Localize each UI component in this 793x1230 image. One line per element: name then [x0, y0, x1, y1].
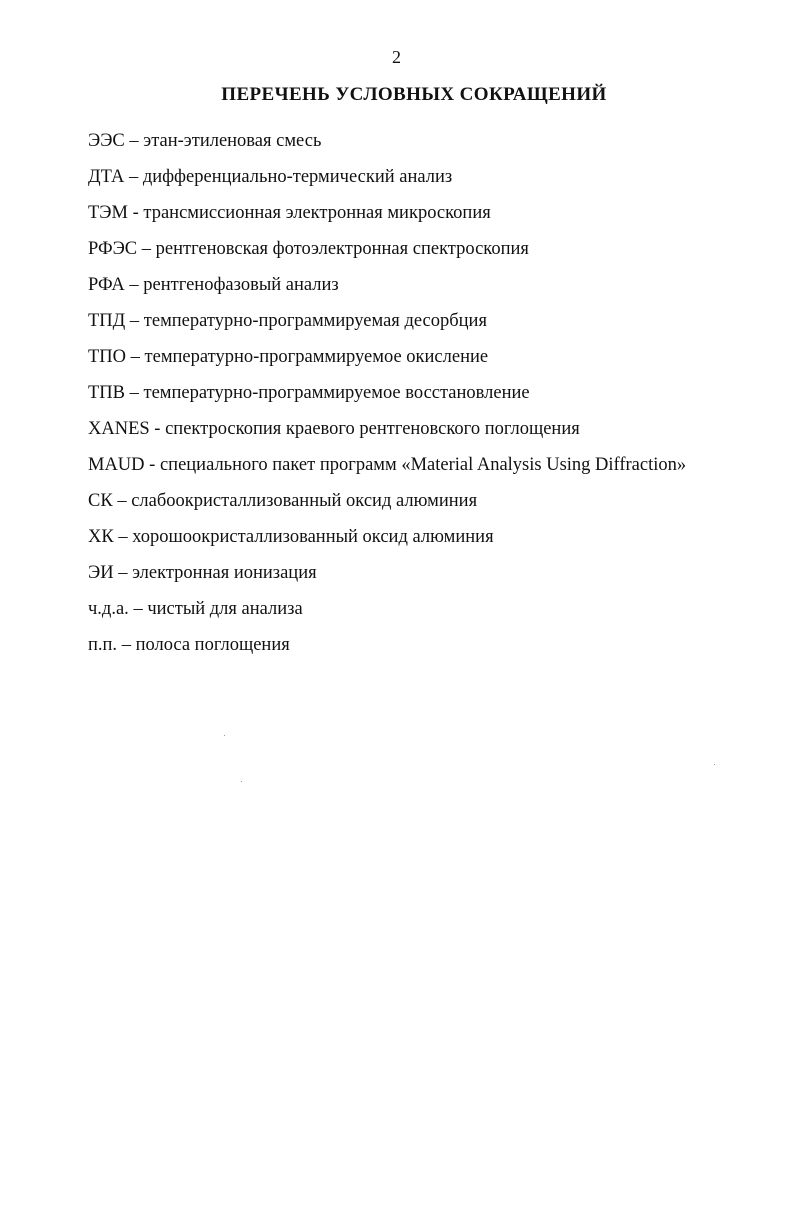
abbreviation-separator: – — [125, 311, 144, 331]
page-title: ПЕРЕЧЕНЬ УСЛОВНЫХ СОКРАЩЕНИЙ — [221, 84, 607, 105]
abbreviation-term: СК — [88, 491, 113, 511]
abbreviation-separator: – — [113, 563, 133, 583]
abbreviation-definition: чистый для анализа — [147, 599, 303, 619]
abbreviation-term: XANES — [88, 419, 150, 439]
list-item — [88, 237, 778, 273]
abbreviation-term: ч.д.а. — [88, 599, 129, 619]
scan-speck — [241, 781, 242, 782]
abbreviation-separator: – — [137, 239, 156, 259]
abbreviation-definition: этан-этиленовая смесь — [143, 131, 322, 151]
abbreviation-definition: дифференциально-термический анализ — [142, 167, 453, 187]
abbreviation-separator: – — [124, 131, 144, 151]
abbreviation-separator: - — [144, 455, 160, 475]
abbreviation-term: MAUD — [88, 455, 145, 475]
scan-speck — [224, 735, 225, 736]
abbreviation-definition: трансмиссионная электронная микроскопия — [143, 203, 491, 223]
abbreviation-separator: – — [113, 527, 133, 547]
abbreviation-definition: полоса поглощения — [135, 635, 290, 655]
abbreviation-term: ДТА — [88, 167, 125, 187]
abbreviation-separator: – — [124, 275, 144, 295]
abbreviation-separator: – — [126, 347, 145, 367]
list-item — [88, 129, 778, 165]
abbreviation-term: РФА — [88, 275, 125, 295]
list-item — [88, 381, 778, 417]
abbreviation-term: РФЭС — [88, 239, 138, 259]
list-item — [88, 525, 778, 561]
list-item — [88, 201, 778, 237]
abbreviation-definition: температурно-программируемое окисление — [144, 347, 489, 367]
abbreviation-definition: специального пакет программ «Material Analysis Using Diffraction» — [159, 455, 687, 475]
abbreviation-term: ТПД — [88, 311, 126, 331]
list-item — [88, 453, 778, 489]
list-item — [88, 345, 778, 381]
abbreviation-separator: - — [127, 203, 144, 223]
abbreviation-separator: – — [112, 491, 132, 511]
list-item — [88, 561, 778, 597]
abbreviation-term: ТПВ — [88, 383, 125, 403]
list-item — [88, 417, 778, 453]
abbreviation-separator: - — [149, 419, 166, 439]
list-item — [88, 273, 778, 309]
abbreviation-definition: рентгенофазовый анализ — [143, 275, 339, 295]
abbreviation-list — [88, 129, 778, 669]
abbreviation-definition: хорошоокристаллизованный оксид алюминия — [132, 527, 494, 547]
abbreviation-term: ТПО — [88, 347, 127, 367]
abbreviation-separator: – — [125, 383, 144, 403]
list-item — [88, 309, 778, 345]
abbreviation-definition: температурно-программируемая десорбция — [143, 311, 487, 331]
abbreviation-term: ЭИ — [88, 563, 114, 583]
list-item — [88, 489, 778, 525]
scan-speck — [714, 764, 715, 765]
list-item — [88, 633, 778, 669]
abbreviation-separator: – — [124, 167, 143, 187]
list-item — [88, 597, 778, 633]
list-item — [88, 165, 778, 201]
page-number: 2 — [392, 47, 401, 67]
abbreviation-term: п.п. — [88, 635, 118, 655]
abbreviation-term: ТЭМ — [88, 203, 128, 223]
abbreviation-term: ХК — [88, 527, 114, 547]
abbreviation-term: ЭЭС — [88, 131, 125, 151]
abbreviation-definition: электронная ионизация — [132, 563, 317, 583]
abbreviation-definition: слабоокристаллизованный оксид алюминия — [131, 491, 478, 511]
abbreviation-definition: спектроскопия краевого рентгеновского поглощения — [165, 419, 580, 439]
abbreviation-definition: рентгеновская фотоэлектронная спектроскопия — [155, 239, 529, 259]
abbreviation-definition: температурно-программируемое восстановление — [143, 383, 530, 403]
abbreviation-separator: – — [117, 635, 136, 655]
abbreviation-separator: – — [128, 599, 148, 619]
